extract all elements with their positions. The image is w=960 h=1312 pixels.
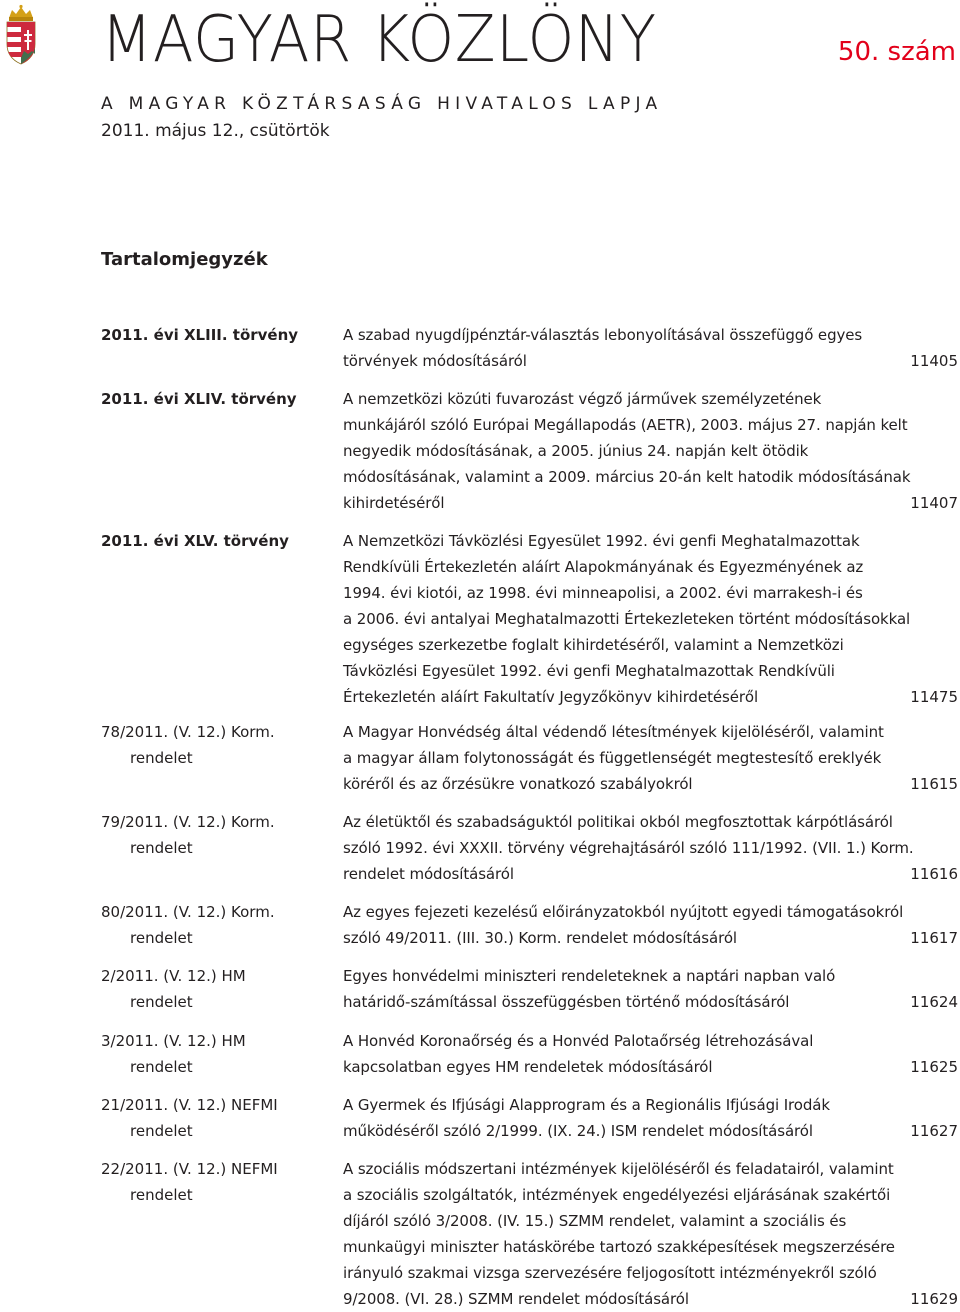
toc-entry-title-line: kapcsolatban egyes HM rendeletek módosításáról <box>343 1058 713 1076</box>
toc-entry-title-line: negyedik módosításának, a 2005. június 24. napján kelt ötödik <box>343 442 809 460</box>
toc-entry-title-line: A szociális módszertani intézmények kijelöléséről és feladatairól, valamint <box>343 1160 894 1178</box>
toc-entry-reference <box>101 719 331 771</box>
toc-entry-title <box>343 322 883 374</box>
toc-entry-title-line: Egyes honvédelmi miniszteri rendeleteknek a naptári napban való <box>343 967 836 985</box>
toc-entry-reference-line: rendelet <box>130 749 193 767</box>
issue-number: 50. szám <box>837 37 956 67</box>
toc-entry-page-number: 11407 <box>910 494 958 512</box>
toc-entry-reference-line: 3/2011. (V. 12.) HM <box>101 1032 246 1050</box>
toc-entry-title <box>343 386 911 516</box>
toc-entry-title-line: munkaügyi miniszter hatáskörébe tartozó szakképesítések megszerzésére <box>343 1238 895 1256</box>
toc-entry-page-number: 11627 <box>910 1122 958 1140</box>
toc-entry-reference-line: rendelet <box>130 1058 193 1076</box>
toc-entry-reference-line: 21/2011. (V. 12.) NEFMI <box>101 1096 278 1114</box>
toc-entry-title-line: irányuló szakmai vizsga szervezésére feljogosított intézményekről szóló <box>343 1264 877 1282</box>
toc-entry-title <box>343 809 914 887</box>
toc-entry-title-line: díjáról szóló 3/2008. (IV. 15.) SZMM rendelet, valamint a szociális és <box>343 1212 847 1230</box>
toc-entry-reference-line: 2011. évi XLIII. törvény <box>101 326 299 344</box>
toc-entry-page-number: 11625 <box>910 1058 958 1076</box>
toc-entry-title-line: törvények módosításáról <box>343 352 527 370</box>
masthead-title: MAGYAR KÖZLÖNY <box>101 3 657 77</box>
toc-entry-title-line: munkájáról szóló Európai Megállapodás (AETR), 2003. május 27. napján kelt <box>343 416 908 434</box>
toc-entry-page-number: 11475 <box>910 688 958 706</box>
toc-entry-title-line: a magyar állam folytonosságát és függetlenségét megtestesítő ereklyék <box>343 749 882 767</box>
toc-entry-title-line: A szabad nyugdíjpénztár-választás lebonyolításával összefüggő egyes <box>343 326 863 344</box>
toc-entry-title-line: szóló 1992. évi XXXII. törvény végrehajtásáról szóló 111/1992. (VII. 1.) Korm. <box>343 839 914 857</box>
toc-entry-title-line: A Honvéd Koronaőrség és a Honvéd Palotaőrség létrehozásával <box>343 1032 814 1050</box>
toc-entry-title <box>343 963 883 1015</box>
toc-heading: Tartalomjegyzék <box>101 249 268 270</box>
toc-entry-title-line: a 2006. évi antalyai Meghatalmazotti Értekezleteken történt módosításokkal <box>343 610 911 628</box>
toc-entry-title-line: A Gyermek és Ifjúsági Alapprogram és a Regionális Ifjúsági Irodák <box>343 1096 830 1114</box>
toc-entry-page-number: 11405 <box>910 352 958 370</box>
toc-entry-reference-line: 80/2011. (V. 12.) Korm. <box>101 903 275 921</box>
toc-entry-reference <box>101 322 331 348</box>
toc-entry-reference <box>101 528 331 554</box>
toc-entry-title <box>343 528 911 710</box>
toc-entry-title-line: A nemzetközi közúti fuvarozást végző járművek személyzetének <box>343 390 822 408</box>
toc-entry-page-number: 11615 <box>910 775 958 793</box>
toc-entry-title-line: A Magyar Honvédség által védendő létesítmények kijelöléséről, valamint <box>343 723 884 741</box>
toc-entry-reference-line: rendelet <box>130 839 193 857</box>
toc-entry-reference <box>101 386 331 412</box>
toc-entry-title-line: köréről és az őrzésükre vonatkozó szabályokról <box>343 775 693 793</box>
toc-entry-title <box>343 1156 895 1312</box>
toc-entry-title-line: Távközlési Egyesület 1992. évi genfi Meghatalmazottak Rendkívüli <box>343 662 835 680</box>
toc-entry-reference-line: rendelet <box>130 993 193 1011</box>
toc-entry-page-number: 11624 <box>910 993 958 1011</box>
toc-entry-title-line: a szociális szolgáltatók, intézmények engedélyezési eljárásának szakértői <box>343 1186 891 1204</box>
toc-entry-reference-line: 2011. évi XLV. törvény <box>101 532 289 550</box>
toc-entry-reference-line: 78/2011. (V. 12.) Korm. <box>101 723 275 741</box>
toc-entry-title-line: kihirdetéséről <box>343 494 445 512</box>
toc-entry-page-number: 11616 <box>910 865 958 883</box>
toc-entry-page-number: 11629 <box>910 1290 958 1308</box>
toc-entry-reference-line: rendelet <box>130 1122 193 1140</box>
toc-entry-reference-line: 22/2011. (V. 12.) NEFMI <box>101 1160 278 1178</box>
toc-entry-title-line: egységes szerkezetbe foglalt kihirdetéséről, valamint a Nemzetközi <box>343 636 844 654</box>
publication-date: 2011. május 12., csütörtök <box>101 121 330 141</box>
toc-entry-reference-line: 2011. évi XLIV. törvény <box>101 390 297 408</box>
toc-entry-reference <box>101 1092 331 1144</box>
coat-of-arms-icon <box>4 4 38 66</box>
toc-entry-reference <box>101 963 331 1015</box>
toc-entry-title-line: módosításának, valamint a 2009. március 20-án kelt hatodik módosításának <box>343 468 911 486</box>
toc-entry-title-line: 1994. évi kiotói, az 1998. évi minneapolisi, a 2002. évi marrakesh-i és <box>343 584 863 602</box>
toc-entry-title-line: határidő-számítással összefüggésben történő módosításáról <box>343 993 790 1011</box>
toc-entry-reference-line: 79/2011. (V. 12.) Korm. <box>101 813 275 831</box>
toc-entry-title-line: Rendkívüli Értekezletén aláírt Alapokmányának és Egyezményének az <box>343 558 864 576</box>
masthead-subtitle: A MAGYAR KÖZTÁRSASÁG HIVATALOS LAPJA <box>101 94 663 114</box>
toc-entry-reference-line: rendelet <box>130 929 193 947</box>
toc-entry-reference <box>101 809 331 861</box>
toc-entry-title <box>343 1028 883 1080</box>
toc-entry-title-line: Az életüktől és szabadságuktól politikai okból megfosztottak kárpótlásáról <box>343 813 893 831</box>
toc-entry-reference <box>101 899 331 951</box>
toc-entry-reference <box>101 1156 331 1208</box>
toc-entry-title-line: szóló 49/2011. (III. 30.) Korm. rendelet módosításáról <box>343 929 737 947</box>
toc-entry-page-number: 11617 <box>910 929 958 947</box>
toc-entry-title-line: rendelet módosításáról <box>343 865 514 883</box>
toc-entry-title <box>343 719 883 797</box>
toc-entry-reference-line: rendelet <box>130 1186 193 1204</box>
toc-entry-title-line: Értekezletén aláírt Fakultatív Jegyzőkönyv kihirdetéséről <box>343 688 759 706</box>
toc-entry-title-line: működéséről szóló 2/1999. (IX. 24.) ISM rendelet módosításáról <box>343 1122 813 1140</box>
toc-entry-title <box>343 1092 883 1144</box>
toc-entry-title-line: A Nemzetközi Távközlési Egyesület 1992. évi genfi Meghatalmazottak <box>343 532 860 550</box>
toc-entry-title-line: Az egyes fejezeti kezelésű előirányzatokból nyújtott egyedi támogatásokról <box>343 903 904 921</box>
toc-entry-reference-line: 2/2011. (V. 12.) HM <box>101 967 246 985</box>
toc-entry-title-line: 9/2008. (VI. 28.) SZMM rendelet módosításáról <box>343 1290 689 1308</box>
toc-entry-reference <box>101 1028 331 1080</box>
toc-entry-title <box>343 899 904 951</box>
